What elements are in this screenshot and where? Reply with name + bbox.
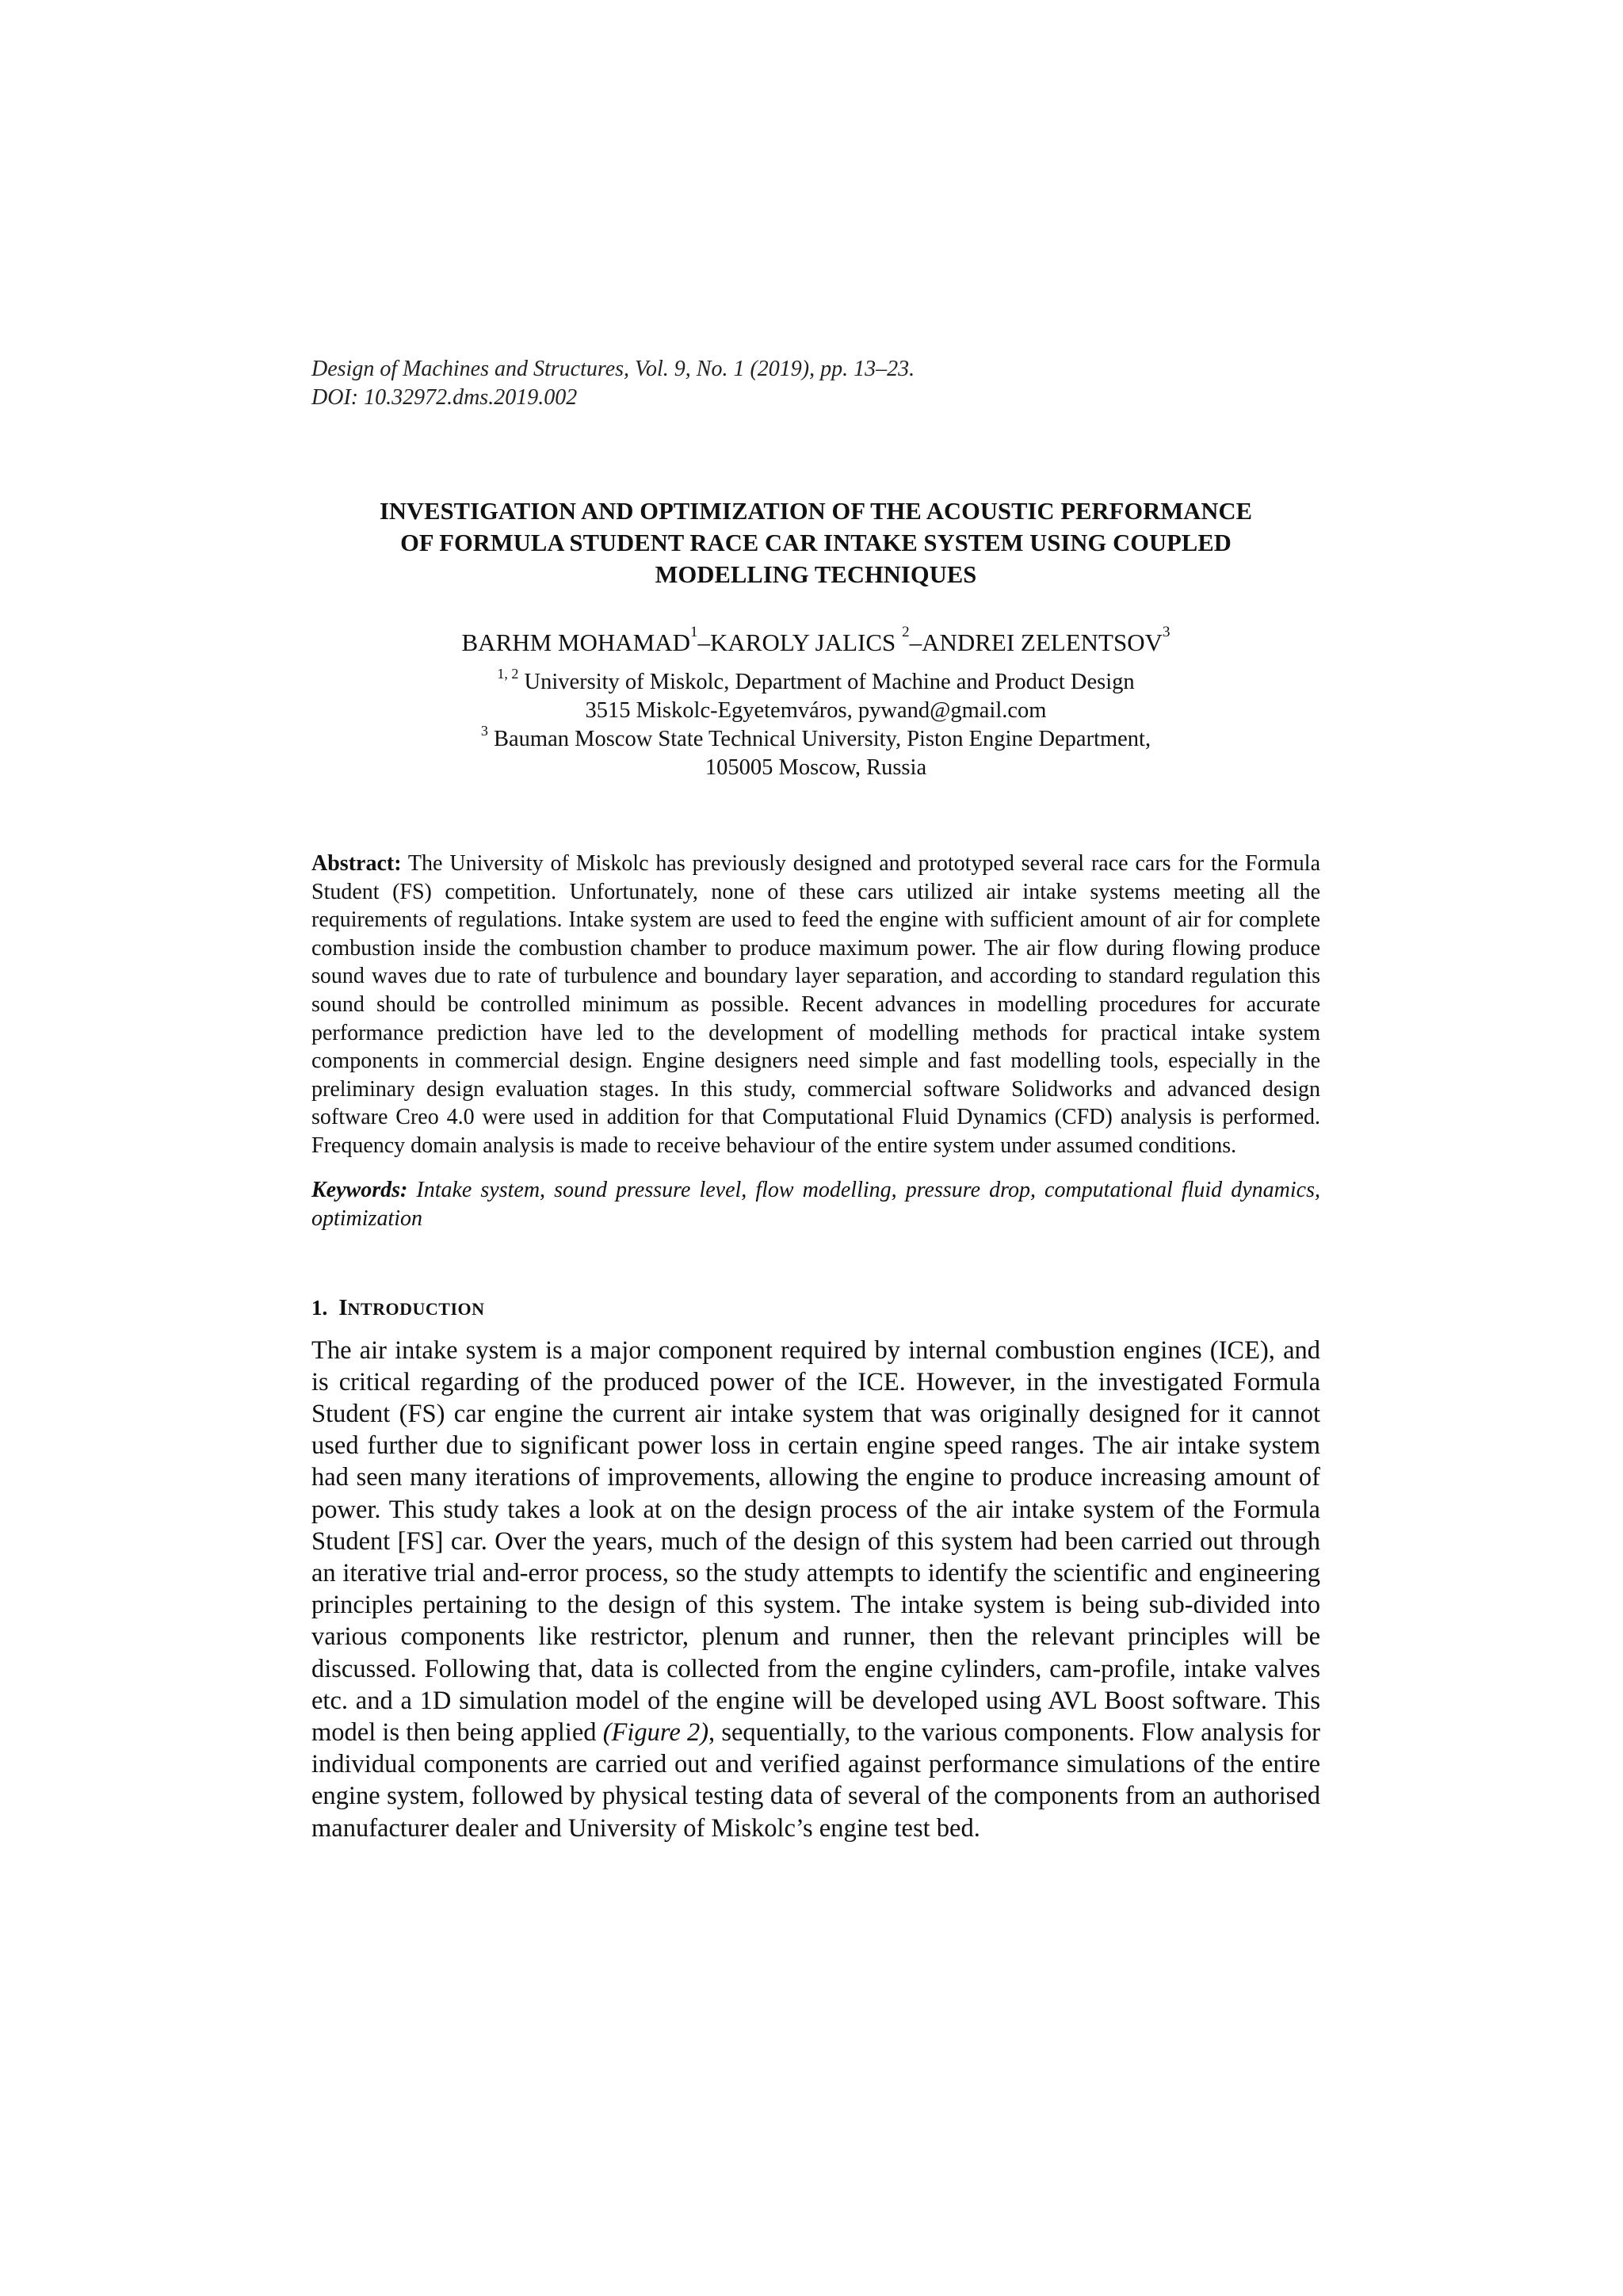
- affiliation-line: [311, 668, 1320, 697]
- author-list: [311, 624, 1320, 659]
- author-name: KAROLY JALICS: [710, 628, 903, 656]
- affiliation-mark: 3: [480, 723, 488, 739]
- author-affiliation-mark: 3: [1163, 624, 1170, 640]
- author-separator: –: [909, 628, 922, 656]
- paragraph-text: The air intake system is a major component required by internal combustion engines (ICE), and is critical regarding of the produced power of the ICE. However, in the investigated Formula Student (FS) car engine the current air intake system that was originally designed for it cannot used further due to significant power loss in certain engine speed ranges. The air intake system had seen many iterations of improvements, allowing the engine to produce increasing amount of power. This study takes a look at on the design process of the air intake system of the Formula Student [FS] car. Over the years, much of the design of this system had been carried out through an iterative trial and-error process, so the study attempts to identify the scientific and engineering principles pertaining to the design of this system. The intake system is being sub-divided into various components like restrictor, plenum and runner, then the relevant principles will be discussed. Following that, data is collected from the engine cylinders, cam-profile, intake valves etc. and a 1D simulation model of the engine will be developed using AVL Boost software. This model is then being applied: [311, 1335, 1320, 1747]
- affiliation-text: Bauman Moscow State Technical University, Piston Engine Department,: [487, 727, 1151, 751]
- journal-doi: DOI: 10.32972.dms.2019.002: [311, 385, 578, 410]
- author-name: ANDREI ZELENTSOV: [922, 628, 1163, 656]
- figure-reference[interactable]: (Figure 2): [602, 1717, 709, 1747]
- affiliation-line: 3515 Miskolc-Egyetemváros, pywand@gmail.com: [585, 698, 1047, 723]
- title-line: INVESTIGATION AND OPTIMIZATION OF THE ACOUSTIC PERFORMANCE: [379, 498, 1253, 525]
- section-number: 1.: [311, 1295, 328, 1320]
- author-name: BARHM MOHAMAD: [461, 628, 691, 656]
- page-content: [311, 355, 1320, 1844]
- keywords-label: Keywords:: [311, 1177, 408, 1202]
- journal-citation: Design of Machines and Structures, Vol. 9, No. 1 (2019), pp. 13–23.: [311, 357, 915, 381]
- section-heading: [311, 1293, 1320, 1324]
- section-title-rest: NTRODUCTION: [347, 1298, 485, 1319]
- section-title-initial: I: [338, 1294, 348, 1320]
- title-line: MODELLING TECHNIQUES: [655, 561, 977, 588]
- paragraph-text: , sequentially, to the various components. Flow analysis for individual components are carried out and verified against performance simulations of the entire engine system, followed by physical testing data of several of the components from an authorised manufacturer dealer and University of Miskolc’s engine test bed.: [311, 1717, 1320, 1843]
- title-line: OF FORMULA STUDENT RACE CAR INTAKE SYSTEM USING COUPLED: [400, 529, 1232, 556]
- affiliation-line: [311, 725, 1320, 754]
- author-affiliation-mark: 1: [690, 624, 698, 640]
- affiliations: [311, 668, 1320, 782]
- abstract-label: Abstract:: [311, 851, 402, 876]
- keywords: [311, 1176, 1320, 1233]
- paper-title: [311, 495, 1320, 590]
- author-affiliation-mark: 2: [902, 624, 910, 640]
- keywords-text: Intake system, sound pressure level, flow modelling, pressure drop, computational fluid dynamics, optimization: [311, 1177, 1320, 1231]
- affiliation-mark: 1, 2: [497, 666, 519, 682]
- affiliation-text: University of Miskolc, Department of Machine and Product Design: [518, 670, 1135, 694]
- author-separator: –: [697, 628, 711, 656]
- journal-header: [311, 355, 1320, 412]
- abstract-text: The University of Miskolc has previously designed and prototyped several race cars for the Formula Student (FS) competition. Unfortunately, none of these cars utilized air intake systems meeting all the requirements of regulations. Intake system are used to feed the engine with sufficient amount of air for complete combustion inside the combustion chamber to produce maximum power. The air flow during flowing produce sound waves due to rate of turbulence and boundary layer separation, and according to standard regulation this sound should be controlled minimum as possible. Recent advances in modelling procedures for accurate performance prediction have led to the development of modelling methods for practical intake system components in commercial design. Engine designers need simple and fast modelling tools, especially in the preliminary design evaluation stages. In this study, commercial software Solidworks and advanced design software Creo 4.0 were used in addition for that Computational Fluid Dynamics (CFD) analysis is performed. Frequency domain analysis is made to receive behaviour of the entire system under assumed conditions.: [311, 851, 1320, 1158]
- abstract: [311, 850, 1320, 1160]
- affiliation-line: 105005 Moscow, Russia: [705, 755, 927, 780]
- section-paragraph: [311, 1335, 1320, 1844]
